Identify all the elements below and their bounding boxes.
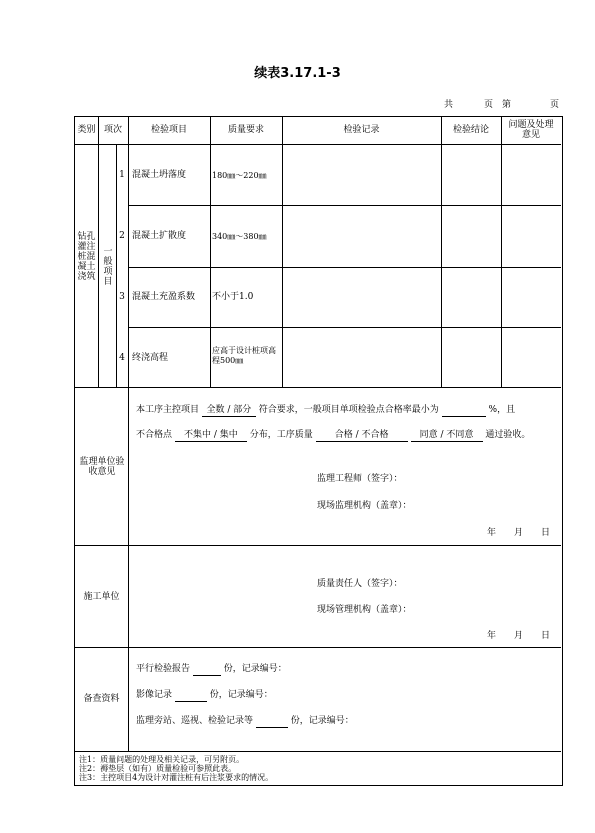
supervision-agency-seal: 现场监理机构（盖章）： [317, 501, 412, 511]
construction-agency-seal: 现场管理机构（盖章）： [317, 605, 412, 615]
row-1-item: 混凝土坍落度 [132, 170, 187, 180]
construction-responsible-signature: 质量责任人（签字）： [317, 579, 403, 589]
note-2: 注2：褥垫层（如有）质量检验可参照此表。 [79, 764, 237, 773]
row-3-item: 混凝土充盈系数 [132, 292, 196, 302]
header-issues: 问题及处理意见 [508, 120, 554, 140]
header-seq: 项次 [103, 125, 122, 135]
row-4-requirement: 应高于设计桩项高程500㎜ [212, 346, 276, 365]
backup-label: 备查资料 [83, 694, 120, 704]
supervision-label: 监理单位验收意见 [79, 457, 125, 477]
row-1-requirement: 180㎜～220㎜ [212, 171, 267, 180]
row-4-item: 终浇高程 [132, 353, 169, 363]
row-2-item: 混凝土扩散度 [132, 231, 187, 241]
page-current-label: 第 [502, 100, 512, 110]
header-requirement: 质量要求 [227, 125, 264, 135]
inspection-table [74, 116, 563, 786]
row-3-no: 3 [119, 292, 125, 302]
supervision-line-2: 不合格点 不集中 / 集中 分布，工序质量 合格 / 不合格 同意 / 不同意 通过验收。 [136, 430, 531, 440]
note-3: 注3：主控项目4为设计对灌注桩有后注浆要求的情况。 [79, 773, 274, 782]
supervision-line-1: 本工序主控项目 全数 / 部分 符合要求，一般项目单项检验点合格率最小为 %，且 [136, 405, 516, 415]
header-conclusion: 检验结论 [452, 125, 489, 135]
supervision-date: 年 月 日 [487, 528, 551, 538]
row-2-no: 2 [119, 231, 125, 241]
page-unit-label-2: 页 [550, 100, 560, 110]
supervision-engineer-signature: 监理工程师（签字）： [317, 474, 403, 484]
row-3-requirement: 不小于1.0 [212, 292, 254, 302]
construction-date: 年 月 日 [487, 631, 551, 641]
backup-image-record: 影像记录 份，记录编号： [136, 690, 273, 700]
page-total-label: 共 [444, 100, 454, 110]
header-record: 检验记录 [343, 125, 380, 135]
note-1: 注1：质量问题的处理及相关记录，可另附页。 [79, 755, 245, 764]
form-title: 续表3.17.1-3 [254, 66, 341, 81]
header-item: 检验项目 [150, 125, 187, 135]
backup-patrol-record: 监理旁站、巡视、检验记录等 份，记录编号： [136, 716, 354, 726]
row-2-requirement: 340㎜～380㎜ [212, 232, 267, 241]
construction-label: 施工单位 [83, 592, 120, 602]
header-category: 类别 [77, 125, 96, 135]
page-unit-label: 页 [484, 100, 494, 110]
row-1-no: 1 [119, 170, 125, 180]
general-items-label: 一般项目 [103, 247, 113, 287]
row-4-no: 4 [119, 353, 125, 363]
category-label: 钻孔灌注桩混凝土浇筑 [77, 232, 96, 282]
backup-parallel-report: 平行检验报告 份，记录编号： [136, 664, 287, 674]
